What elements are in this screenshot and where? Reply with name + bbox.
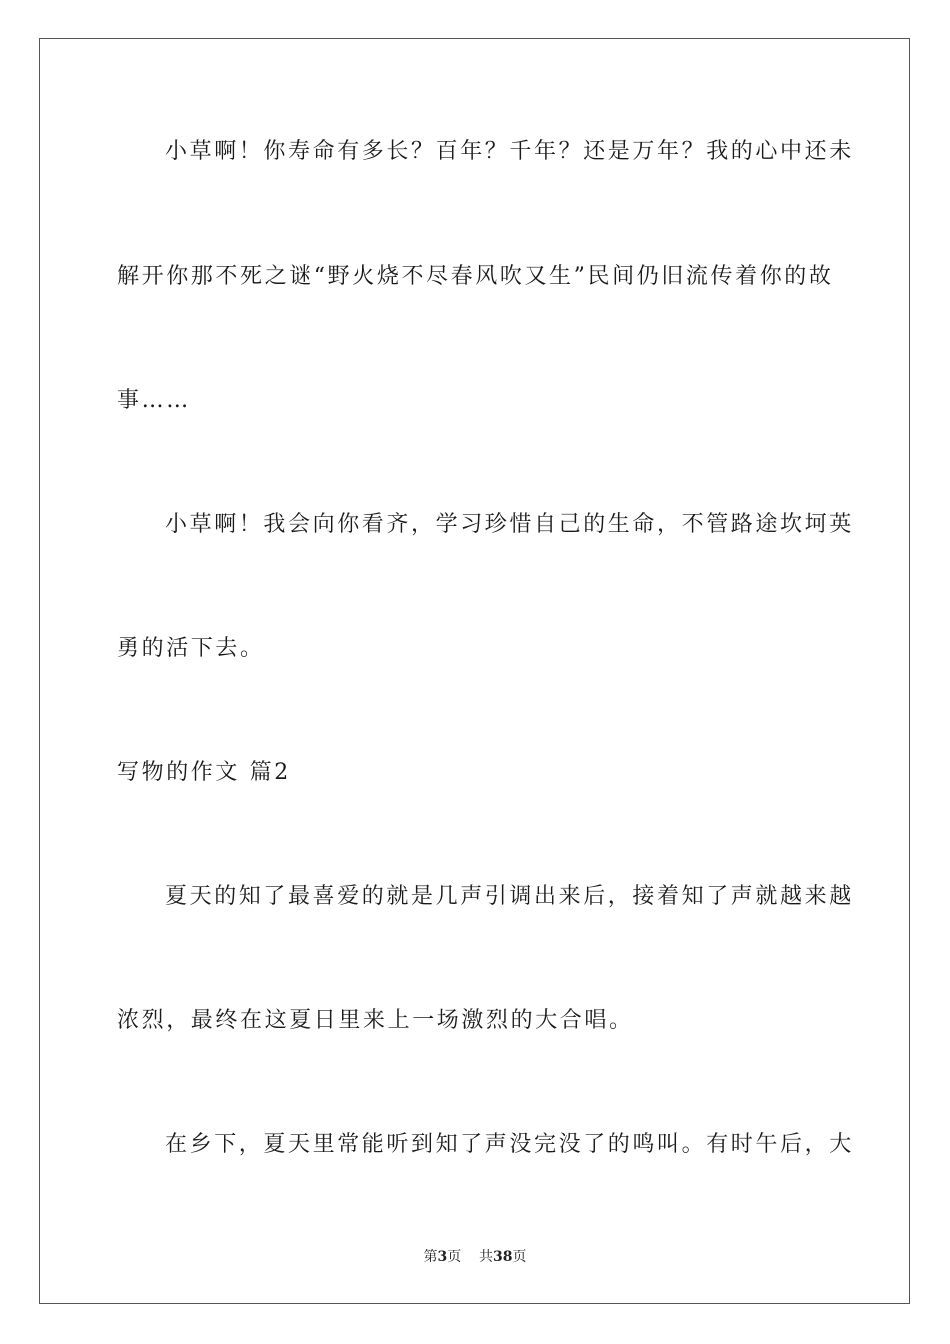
page-border	[39, 38, 910, 1304]
section-heading: 写物的作文 篇2	[117, 760, 291, 785]
paragraph-1-line-2: 解开你那不死之谜“野火烧不尽春风吹又生”民间仍旧流传着你的故	[117, 264, 834, 289]
paragraph-2-line-1: 小草啊！我会向你看齐，学习珍惜自己的生命，不管路途坎坷英	[165, 512, 854, 537]
page-footer	[0, 1246, 950, 1266]
page-prefix: 第	[423, 1249, 438, 1265]
page-number: 3	[437, 1249, 448, 1265]
paragraph-1-line-1: 小草啊！你寿命有多长？百年？千年？还是万年？我的心中还未	[165, 139, 854, 164]
paragraph-1-line-3: 事……	[117, 388, 191, 413]
paragraph-3-line-2: 浓烈，最终在这夏日里来上一场激烈的大合唱。	[117, 1008, 634, 1033]
paragraph-3-line-1: 夏天的知了最喜爱的就是几声引调出来后，接着知了声就越来越	[165, 884, 854, 909]
total-suffix: 页	[512, 1249, 527, 1265]
total-pages: 38	[493, 1249, 513, 1265]
page-suffix: 页	[447, 1249, 462, 1265]
total-prefix: 共	[479, 1249, 494, 1265]
paragraph-2-line-2: 勇的活下去。	[117, 636, 265, 661]
paragraph-4-line-1: 在乡下，夏天里常能听到知了声没完没了的鸣叫。有时午后，大	[165, 1132, 854, 1157]
